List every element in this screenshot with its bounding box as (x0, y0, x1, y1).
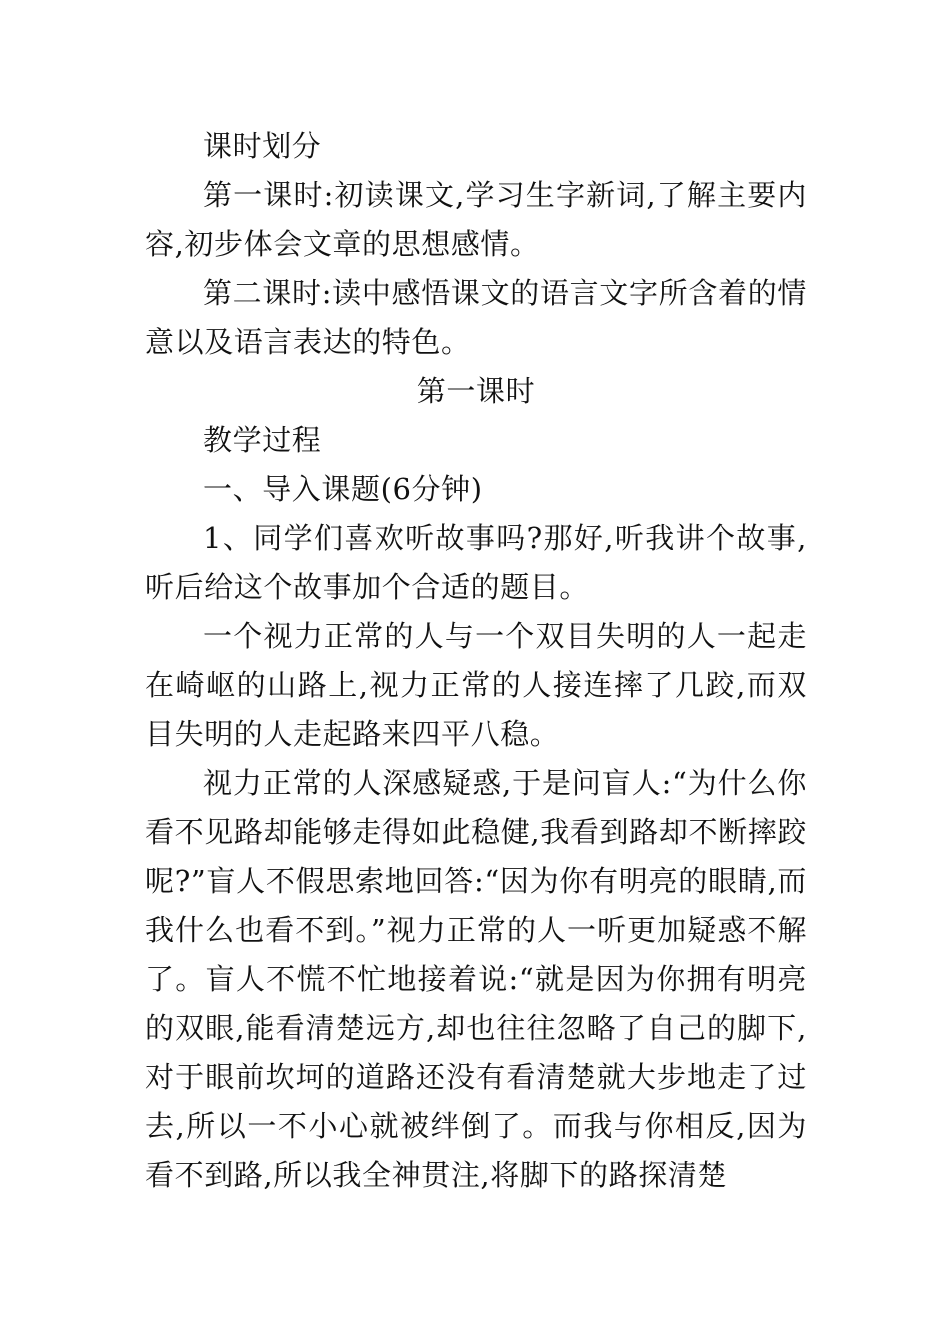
paragraph-second-lesson-plan: 第二课时:读中感悟课文的语言文字所含着的情意以及语言表达的特色。 (145, 276, 807, 359)
paragraph-story-part-2: 视力正常的人深感疑惑,于是问盲人:“为什么你看不见路却能够走得如此稳健,我看到路却不断摔跤呢?”盲人不假思索地回答:“因为你有明亮的眼睛,而我什么也看不到。”视力正常的人一听更加疑惑不解了。盲人不慌不忙地接着说:“就是因为你拥有明亮的双眼,能看清楚远方,却也往往忽略了自己的脚下,对于眼前坎坷的道路还没有看清楚就大步地走了过去,所以一不小心就被绊倒了。而我与你相反,因为看不到路,所以我全神贯注,将脚下的路探清楚 (145, 766, 807, 1192)
section-heading-lesson-division: 课时划分 (203, 129, 322, 163)
section-heading-teaching-process: 教学过程 (203, 423, 322, 457)
paragraph-story-part-1: 一个视力正常的人与一个双目失明的人一起走在崎岖的山路上,视力正常的人接连摔了几跤,而双目失明的人走起路来四平八稳。 (145, 619, 807, 751)
document-body (145, 122, 807, 1200)
centered-heading-first-lesson: 第一课时 (416, 374, 536, 408)
subheading-introduction: 一、导入课题(6分钟) (203, 472, 483, 506)
paragraph-story-prompt: 1、同学们喜欢听故事吗?那好,听我讲个故事,听后给这个故事加个合适的题目。 (145, 521, 807, 604)
paragraph-first-lesson-plan: 第一课时:初读课文,学习生字新词,了解主要内容,初步体会文章的思想感情。 (145, 178, 807, 261)
